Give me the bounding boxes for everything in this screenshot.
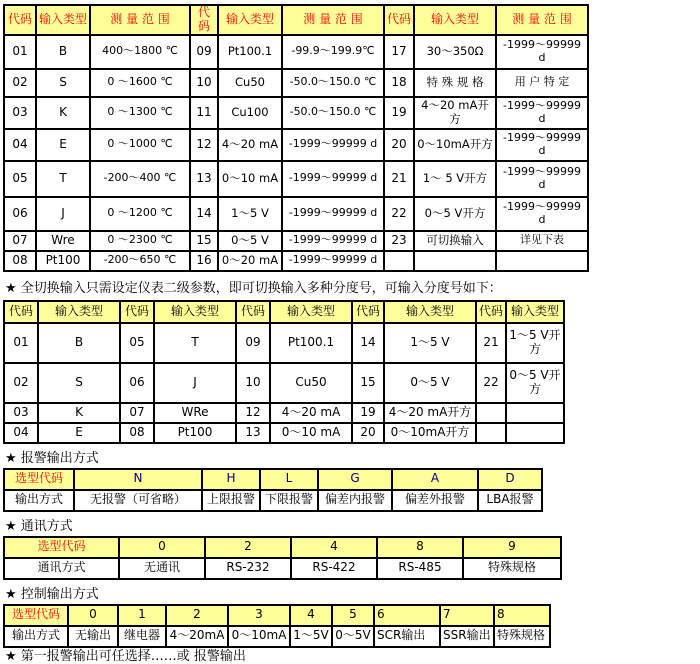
code-cell: 10: [236, 363, 270, 403]
column-header: 代码: [352, 301, 384, 323]
value-cell: 无输出: [68, 626, 118, 647]
column-header: 输入类型: [218, 5, 282, 35]
range-cell: 0 ～2300 ℃: [90, 231, 190, 251]
code-cell: 03: [4, 403, 38, 423]
column-header: 输入类型: [414, 5, 496, 35]
input-type-cell: J: [36, 197, 90, 231]
input-type-cell: 0～10mA开方: [384, 423, 476, 443]
input-type-cell: Pt100: [154, 423, 236, 443]
comm-section-title: ★ 通讯方式: [5, 518, 73, 534]
code-cell: 12: [190, 129, 218, 161]
range-cell: -50.0～150.0 ℃: [282, 97, 384, 129]
value-cell: 特殊规格: [494, 626, 550, 647]
range-cell: 0 ～1600 ℃: [90, 69, 190, 97]
code-cell: 5: [332, 605, 374, 626]
column-header: 输入类型: [270, 301, 352, 323]
value-cell: RS-232: [205, 558, 291, 579]
value-cell: RS-485: [377, 558, 463, 579]
column-header: 代码: [4, 5, 36, 35]
range-cell: -50.0～150.0 ℃: [282, 69, 384, 97]
code-cell: 16: [190, 251, 218, 271]
column-header: 代码: [476, 301, 506, 323]
range-cell: -1999～99999 d: [496, 197, 588, 231]
code-cell: 19: [352, 403, 384, 423]
code-cell: 8: [494, 605, 550, 626]
input-type-cell: Cu100: [218, 97, 282, 129]
row-label-cell: 输出方式: [4, 626, 68, 647]
alarm-output-table: [3, 468, 543, 512]
input-type-cell: 0～10 mA: [270, 423, 352, 443]
code-cell: 13: [190, 161, 218, 197]
column-header: 代码: [384, 5, 414, 35]
code-cell: 0: [119, 537, 205, 558]
code-cell: 7: [440, 605, 494, 626]
code-cell: 0: [68, 605, 118, 626]
input-type-cell: Pt100: [36, 251, 90, 271]
code-cell: 17: [384, 35, 414, 69]
column-header: 测 量 范 围: [282, 5, 384, 35]
input-type-cell: 0～10 mA: [218, 161, 282, 197]
input-type-cell: 0～10mA开方: [414, 129, 496, 161]
code-cell: 08: [120, 423, 154, 443]
code-cell: 2: [166, 605, 228, 626]
control-section-title: ★ 控制输出方式: [5, 586, 99, 602]
range-cell: -1999～99999 d: [496, 35, 588, 69]
value-cell: 下限报警: [260, 490, 318, 511]
code-cell: [384, 251, 414, 271]
range-cell: 0 ～1000 ℃: [90, 129, 190, 161]
table-row: [4, 129, 588, 161]
code-cell: 14: [352, 323, 384, 363]
communication-table: [3, 536, 562, 580]
code-cell: 4: [291, 537, 377, 558]
value-cell: 偏差外报警: [392, 490, 478, 511]
input-type-cell: 特 殊 规 格: [414, 69, 496, 97]
range-cell: -1999～99999 d: [282, 231, 384, 251]
code-cell: 4: [290, 605, 332, 626]
column-header: 代码: [120, 301, 154, 323]
input-type-cell: B: [38, 323, 120, 363]
value-cell: 1～5V: [290, 626, 332, 647]
input-type-cell: 1～5 V: [218, 197, 282, 231]
input-range-table: [3, 4, 589, 272]
code-cell: 02: [4, 363, 38, 403]
input-type-cell: S: [38, 363, 120, 403]
row-label-cell: 输出方式: [4, 490, 74, 511]
column-header: 测 量 范 围: [90, 5, 190, 35]
input-type-cell: Pt100.1: [218, 35, 282, 69]
code-cell: 20: [384, 129, 414, 161]
range-cell: -1999～99999 d: [282, 251, 384, 271]
code-cell: 11: [190, 97, 218, 129]
value-cell: 继电器: [118, 626, 166, 647]
code-cell: 8: [377, 537, 463, 558]
code-cell: 6: [374, 605, 440, 626]
table-header-row: [4, 5, 588, 35]
table-row: [4, 35, 588, 69]
input-type-cell: 0～5 V: [384, 363, 476, 403]
code-cell: 06: [4, 197, 36, 231]
range-cell: 详见下表: [496, 231, 588, 251]
table-row: [4, 251, 588, 271]
value-cell: 0～5V: [332, 626, 374, 647]
code-cell: 06: [120, 363, 154, 403]
range-cell: -1999～99999 d: [282, 129, 384, 161]
input-type-cell: 30～350Ω: [414, 35, 496, 69]
input-type-cell: S: [36, 69, 90, 97]
codes-label-cell: 选型代码: [4, 605, 68, 626]
clipped-footer-note: ★ 第一报警输出可任选择……或 报警输出: [5, 648, 246, 664]
code-cell: 13: [236, 423, 270, 443]
value-cell: 特殊规格: [463, 558, 561, 579]
range-cell: -1999～99999 d: [496, 129, 588, 161]
table-row: [4, 197, 588, 231]
column-header: 输入类型: [154, 301, 236, 323]
column-header: 代码: [236, 301, 270, 323]
table-row: [4, 323, 564, 363]
range-cell: 400～1800 ℃: [90, 35, 190, 69]
code-cell: 14: [190, 197, 218, 231]
table-row: [4, 558, 561, 579]
code-cell: 01: [4, 35, 36, 69]
column-header: 输入类型: [36, 5, 90, 35]
range-cell: -1999～99999 d: [282, 197, 384, 231]
input-type-cell: J: [154, 363, 236, 403]
code-cell: 04: [4, 423, 38, 443]
code-cell: 2: [205, 537, 291, 558]
range-cell: 0 ～1200 ℃: [90, 197, 190, 231]
input-type-cell: 4～20 mA开方: [414, 97, 496, 129]
value-cell: SCR输出: [374, 626, 440, 647]
value-cell: 偏差内报警: [318, 490, 392, 511]
value-cell: 上限报警: [202, 490, 260, 511]
column-header: 输入类型: [506, 301, 564, 323]
switch-input-table: [3, 300, 565, 444]
code-cell: D: [478, 469, 542, 490]
code-cell: 07: [4, 231, 36, 251]
range-cell: -99.9～199.9℃: [282, 35, 384, 69]
table-row: [4, 161, 588, 197]
code-cell: [476, 403, 506, 423]
input-type-cell: 0～20 mA: [218, 251, 282, 271]
input-type-cell: 4～20 mA开方: [384, 403, 476, 423]
input-type-cell: K: [38, 403, 120, 423]
control-output-table: [3, 604, 551, 648]
input-type-cell: [414, 251, 496, 271]
table-header-row: [4, 469, 542, 490]
input-type-cell: E: [38, 423, 120, 443]
input-type-cell: Wre: [36, 231, 90, 251]
value-cell: 0～10mA: [228, 626, 290, 647]
code-cell: 07: [120, 403, 154, 423]
table-row: [4, 363, 564, 403]
input-type-cell: 0～5 V: [218, 231, 282, 251]
table-row: [4, 423, 564, 443]
input-type-cell: 4～20 mA: [270, 403, 352, 423]
code-cell: 21: [384, 161, 414, 197]
range-cell: 用 户 特 定: [496, 69, 588, 97]
input-type-cell: Cu50: [218, 69, 282, 97]
value-cell: RS-422: [291, 558, 377, 579]
table-row: [4, 403, 564, 423]
table-row: [4, 490, 542, 511]
input-type-cell: WRe: [154, 403, 236, 423]
input-type-cell: K: [36, 97, 90, 129]
code-cell: N: [74, 469, 202, 490]
range-cell: -1999～99999 d: [282, 161, 384, 197]
range-cell: -1999～99999 d: [496, 161, 588, 197]
code-cell: L: [260, 469, 318, 490]
input-type-cell: 0～5 V开方: [506, 363, 564, 403]
value-cell: LBA报警: [478, 490, 542, 511]
codes-label-cell: 选型代码: [4, 537, 119, 558]
input-type-cell: T: [154, 323, 236, 363]
switch-input-note: ★ 全切换输入只需设定仪表二级参数，即可切换输入多种分度号，可输入分度号如下：: [5, 280, 502, 296]
value-cell: 4～20mA: [166, 626, 228, 647]
codes-label-cell: 选型代码: [4, 469, 74, 490]
range-cell: -200～400 ℃: [90, 161, 190, 197]
input-type-cell: 4～20 mA: [218, 129, 282, 161]
table-row: [4, 626, 550, 647]
table-header-row: [4, 605, 550, 626]
code-cell: 20: [352, 423, 384, 443]
input-type-cell: [506, 403, 564, 423]
code-cell: [476, 423, 506, 443]
table-row: [4, 97, 588, 129]
column-header: 输入类型: [384, 301, 476, 323]
input-type-cell: B: [36, 35, 90, 69]
code-cell: 15: [190, 231, 218, 251]
code-cell: 1: [118, 605, 166, 626]
column-header: 代码: [190, 5, 218, 35]
input-type-cell: [506, 423, 564, 443]
code-cell: 3: [228, 605, 290, 626]
range-cell: -200～650 ℃: [90, 251, 190, 271]
range-cell: [496, 251, 588, 271]
code-cell: 08: [4, 251, 36, 271]
code-cell: G: [318, 469, 392, 490]
range-cell: 0 ～1300 ℃: [90, 97, 190, 129]
input-type-cell: Pt100.1: [270, 323, 352, 363]
code-cell: 04: [4, 129, 36, 161]
input-type-cell: 1～5 V开方: [506, 323, 564, 363]
row-label-cell: 通讯方式: [4, 558, 119, 579]
input-type-cell: 1～5 V: [384, 323, 476, 363]
value-cell: SSR输出: [440, 626, 494, 647]
input-type-cell: E: [36, 129, 90, 161]
input-type-cell: 可切换输入: [414, 231, 496, 251]
range-cell: -1999～99999 d: [496, 97, 588, 129]
input-type-cell: T: [36, 161, 90, 197]
value-cell: 无通讯: [119, 558, 205, 579]
code-cell: H: [202, 469, 260, 490]
code-cell: 12: [236, 403, 270, 423]
table-header-row: [4, 537, 561, 558]
column-header: 代码: [4, 301, 38, 323]
code-cell: 05: [120, 323, 154, 363]
input-type-cell: Cu50: [270, 363, 352, 403]
code-cell: 01: [4, 323, 38, 363]
table-row: [4, 69, 588, 97]
code-cell: 05: [4, 161, 36, 197]
code-cell: 18: [384, 69, 414, 97]
code-cell: A: [392, 469, 478, 490]
table-row: [4, 231, 588, 251]
code-cell: 09: [190, 35, 218, 69]
code-cell: 09: [236, 323, 270, 363]
code-cell: 19: [384, 97, 414, 129]
column-header: 输入类型: [38, 301, 120, 323]
input-type-cell: 1～ 5 V开方: [414, 161, 496, 197]
value-cell: 无报警（可省略）: [74, 490, 202, 511]
code-cell: 03: [4, 97, 36, 129]
code-cell: 15: [352, 363, 384, 403]
table-header-row: [4, 301, 564, 323]
code-cell: 10: [190, 69, 218, 97]
code-cell: 22: [476, 363, 506, 403]
code-cell: 9: [463, 537, 561, 558]
code-cell: 23: [384, 231, 414, 251]
alarm-section-title: ★ 报警输出方式: [5, 450, 99, 466]
column-header: 测 量 范 围: [496, 5, 588, 35]
code-cell: 02: [4, 69, 36, 97]
code-cell: 21: [476, 323, 506, 363]
code-cell: 22: [384, 197, 414, 231]
input-type-cell: 0～5 V开方: [414, 197, 496, 231]
